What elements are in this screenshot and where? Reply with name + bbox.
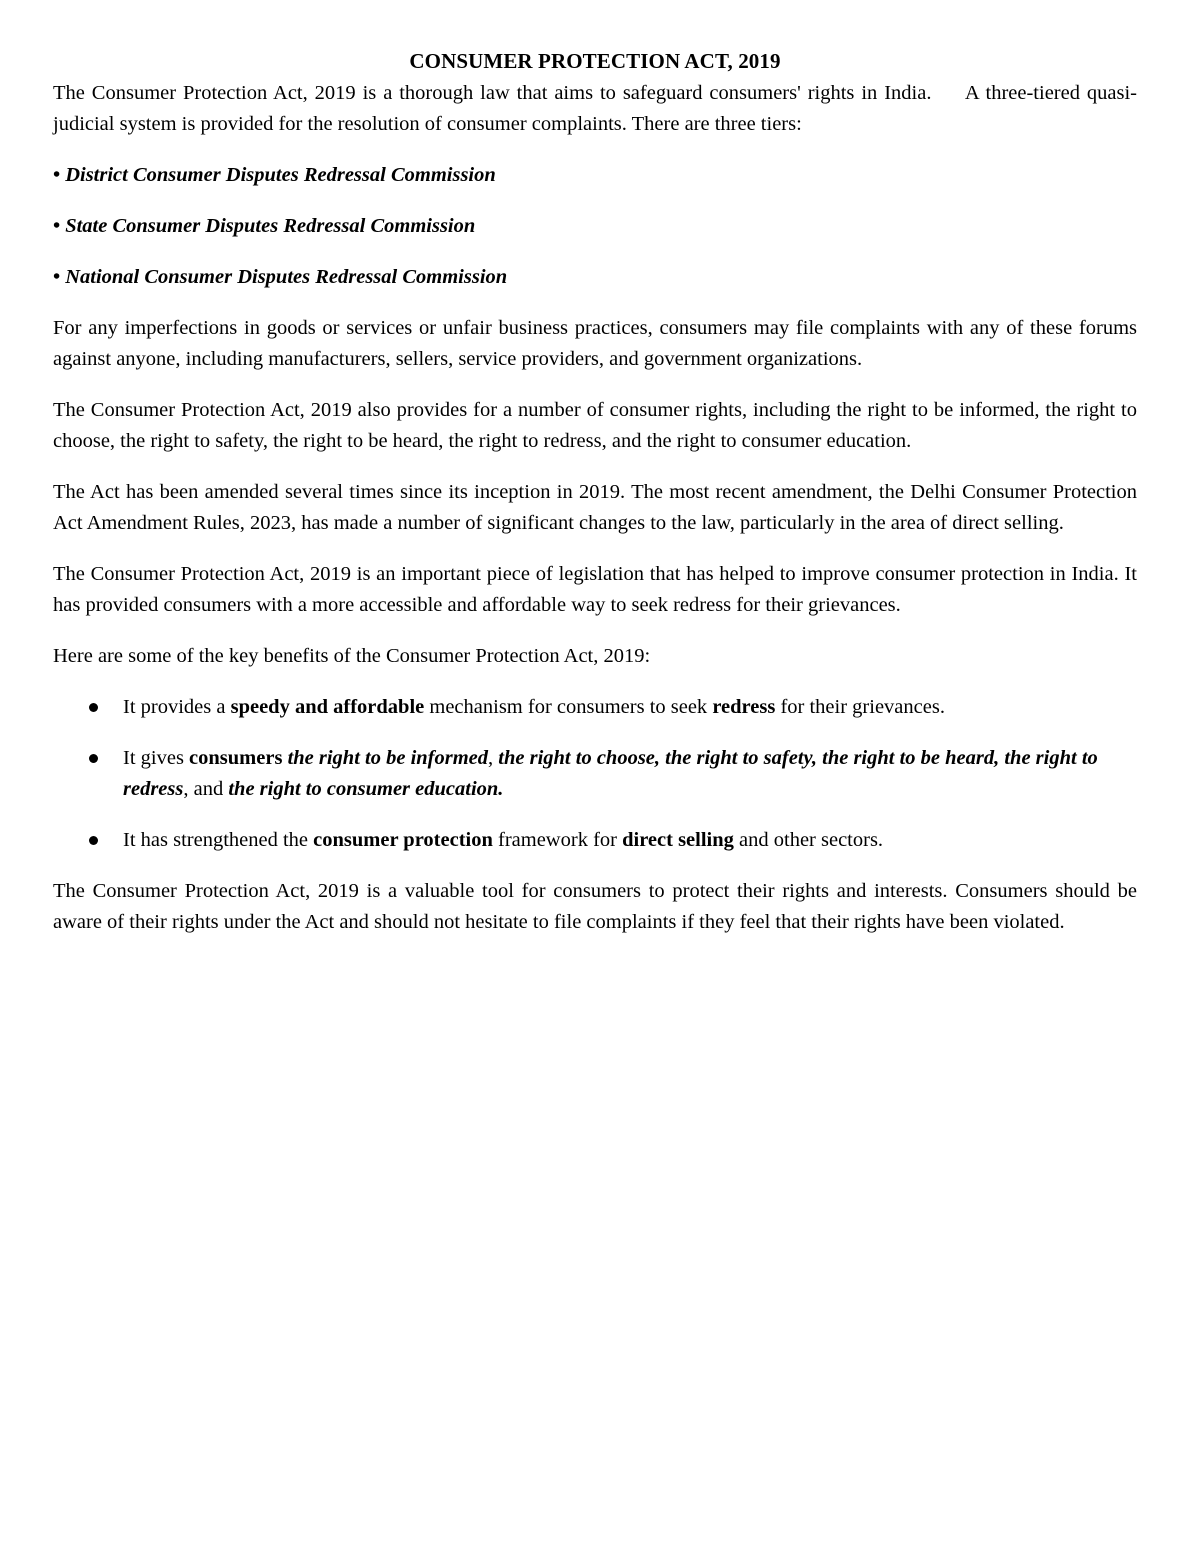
bullet-icon: •	[53, 266, 61, 288]
bullet-icon: •	[53, 164, 61, 186]
bullet-icon	[89, 836, 98, 845]
list-item	[53, 825, 1137, 856]
rights-paragraph: The Consumer Protection Act, 2019 also provides for a number of consumer rights, including the right to be informed, the right to choose, the right to safety, the right to be heard, the right to redress, and the right to consumer education.	[53, 399, 1137, 452]
benefits-list	[53, 692, 1137, 856]
text-run-bold-italic: the right to consumer education.	[228, 778, 504, 800]
tier-label: District Consumer Disputes Redressal Commission	[65, 164, 496, 186]
text-run-bold-italic: the right to be informed	[287, 747, 489, 769]
list-item	[53, 692, 1137, 723]
text-run: , and	[183, 778, 229, 800]
tier-item-national	[53, 262, 1137, 293]
intro-paragraph: The Consumer Protection Act, 2019 is a thorough law that aims to safeguard consumers' rights in India. A three-tiered quasi-judicial system is provided for the resolution of consumer complaints. There are three tiers:	[53, 82, 1137, 135]
amendment-paragraph: The Act has been amended several times since its inception in 2019. The most recent amendment, the Delhi Consumer Protection Act Amendment Rules, 2023, has made a number of significant changes to the law, particularly in the area of direct selling.	[53, 481, 1137, 534]
text-run: for their grievances.	[775, 696, 945, 718]
text-run: mechanism for consumers to seek	[424, 696, 713, 718]
tier-item-district	[53, 160, 1137, 191]
forums-paragraph: For any imperfections in goods or services or unfair business practices, consumers may file complaints with any of these forums against anyone, including manufacturers, sellers, service providers, and government organizations.	[53, 317, 1137, 370]
bullet-icon	[89, 754, 98, 763]
benefits-intro-paragraph: Here are some of the key benefits of the Consumer Protection Act, 2019:	[53, 645, 651, 667]
text-run-bold: consumer protection	[313, 829, 493, 851]
conclusion-paragraph: The Consumer Protection Act, 2019 is a valuable tool for consumers to protect their rights and interests. Consumers should be aware of their rights under the Act and should not hesitate to file complaints if they feel that their rights have been violated.	[53, 880, 1137, 933]
text-run: framework for	[492, 829, 623, 851]
tier-item-state	[53, 211, 1137, 242]
bullet-icon: •	[53, 215, 61, 237]
text-run: It has strengthened the	[123, 829, 314, 851]
text-run-bold: consumers	[189, 747, 283, 769]
bullet-icon	[89, 703, 98, 712]
document-title: CONSUMER PROTECTION ACT, 2019	[409, 49, 781, 73]
text-run: It gives	[123, 747, 190, 769]
importance-paragraph: The Consumer Protection Act, 2019 is an important piece of legislation that has helped to improve consumer protection in India. It has provided consumers with a more accessible and affordable way to seek redress for their grievances.	[53, 563, 1137, 616]
text-run: and other sectors.	[733, 829, 884, 851]
text-run: It provides a	[123, 696, 231, 718]
text-run: ,	[488, 747, 499, 769]
list-item	[53, 743, 1137, 805]
text-run-bold: direct selling	[622, 829, 734, 851]
document-page	[53, 46, 1137, 958]
text-run-bold-italic: the right to choose, the right to safety, the right to be heard, the right to redress	[123, 747, 1098, 800]
text-run-bold: redress	[712, 696, 776, 718]
tier-label: National Consumer Disputes Redressal Commission	[65, 266, 508, 288]
text-run-bold: speedy and affordable	[230, 696, 425, 718]
tier-label: State Consumer Disputes Redressal Commission	[65, 215, 476, 237]
